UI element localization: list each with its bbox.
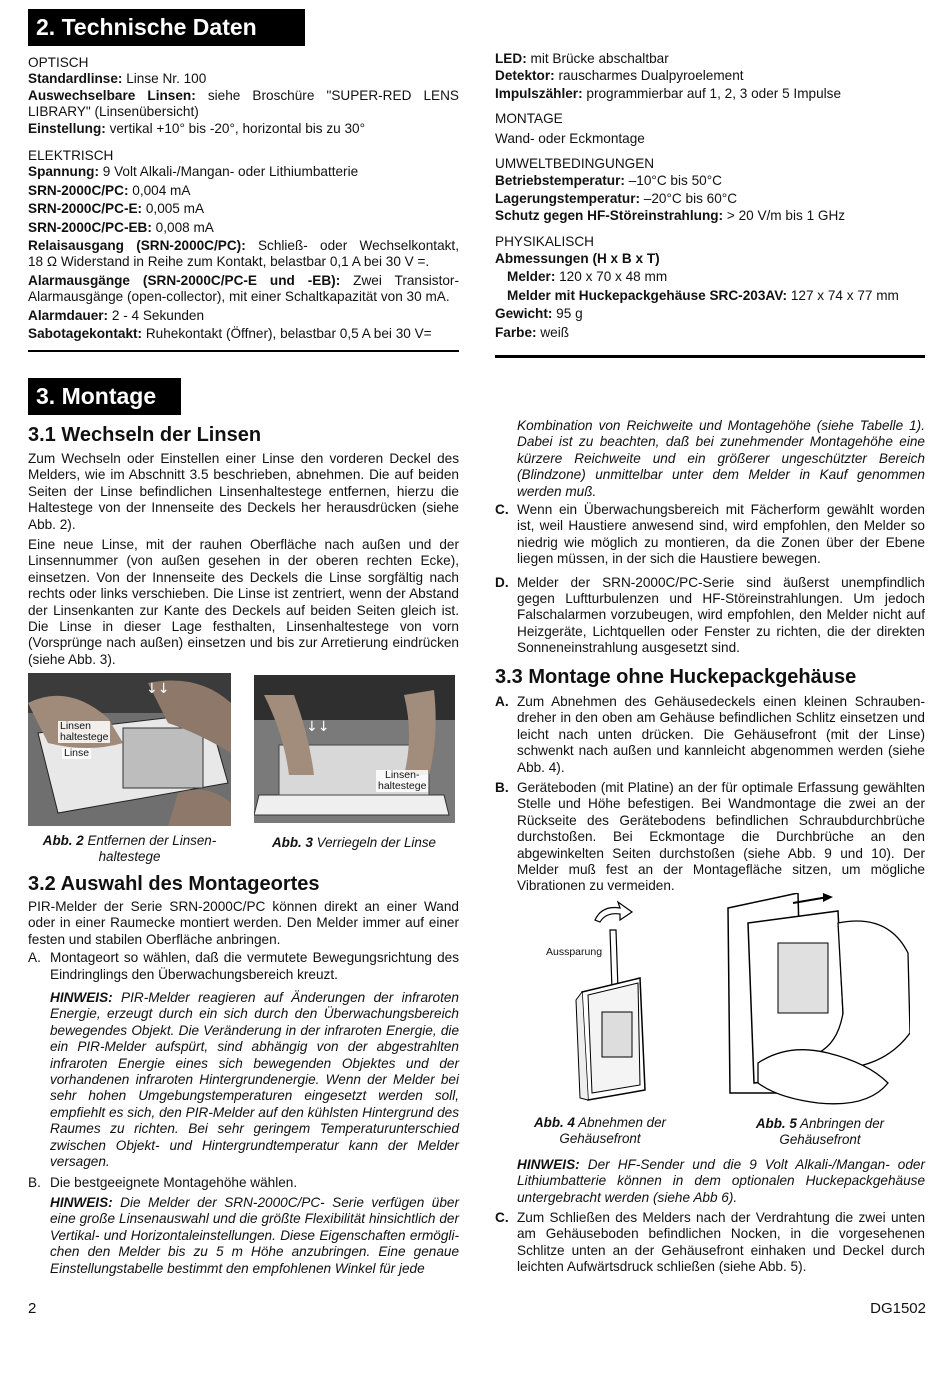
section-3-1-text [28,451,459,668]
figure-2-photo [28,673,231,826]
spec-alarmausgaenge: Alarmausgänge (SRN-2000C/PC-E und -EB): Zwei Transistor- [28,272,459,288]
document-id: DG1502 [870,1300,926,1317]
list-item-b3: B. Geräteboden (mit Platine) an der für optimale Erfassung gewählten Stelle und Höhe befestigen. Bei Wandmontage die zwei an der Rückseite des Gerätebodens befindlichen Schraubdurchbrüche durchstoßen. Bei Eckmontage die Durchbrüche an den abgewinkelten Seiten durchstoßen (siehe Abb. 9 und 10). Der Melder muß fest an der Montagefläche sitzen, um mögliche Vibrationen zu vermeiden. [495,780,925,894]
list-item-d: D. Melder der SRN-2000C/PC-Serie sind äußerst unempfindlich gegen Luftturbulenzen und HF-Störeinstrahlungen. Um jedoch Falschalarmen vorzubeugen, wird empfohlen, den Melder nicht auf Heizgeräte, Lichtquellen oder Fenster zu richten, die der direkten Sonneneinstrahlung ausgesetzt sind. [495,574,925,656]
list-marker-b: B. [28,1174,41,1190]
spec-auswechselbare-linsen: Auswechselbare Linsen: siehe Broschüre "SUPER-RED LENS [28,87,459,103]
spec-hf-schutz: Schutz gegen HF-Störeinstrahlung: > 20 V/m bis 1 GHz [495,208,846,224]
left-column-rule [28,350,459,352]
figure-3-photo [254,675,455,823]
fig3-label-linsenhaltestege: Linsen- haltestege [378,769,427,792]
section-3-3-note [517,1157,925,1206]
spec-alarmausgaenge-cont: Alarmausgänge (open-collector), mit einer Schaltkapazität von 30 mA. [28,289,450,305]
spec-huckepack: Melder mit Huckepackgehäuse SRC-203AV: 127 x 74 x 77 mm [507,287,899,303]
spec-melder: Melder: 120 x 70 x 48 mm [507,269,668,285]
figure-4-caption: Abb. 4 Abnehmen der Gehäusefront [534,1115,666,1146]
heading-elektrisch: ELEKTRISCH [28,148,114,164]
list-marker-c: C. [495,502,509,517]
spec-abmessungen: Abmessungen (H x B x T) [495,251,660,267]
list-c3 [495,1210,925,1276]
cover-attach-drawing [718,893,910,1113]
list-c-d [495,502,925,657]
heading-3-1: 3.1 Wechseln der Linsen [28,424,262,446]
spec-pc: SRN-2000C/PC: 0,004 mA [28,182,191,198]
spec-auswechselbare-linsen-cont: LIBRARY" (Linsenübersicht) [28,104,199,120]
spec-pc-e: SRN-2000C/PC-E: 0,005 mA [28,201,205,217]
note-hf-sender: HINWEIS: Der HF-Sender und die 9 Volt Alkali-/Mangan- oder Lithiumbatterie können in dem optionalen Huckepackgehäuse untergebracht werden (siehe Abb 6). [517,1157,925,1205]
paragraph-3-1-b: Eine neue Linse, mit der rauhen Oberfläche nach außen und der Linsennummer (von außen gesehen in der oberen rechten Ecke), einsetzen. Von der Innenseite des Deckels die Linse sorgfältig nach rechts oder links verschieben. Die Linse ist zentriert, wenn der Abstand der Linsenkanten zur Kante des Deckels auf beiden Seiten gleich ist. Die Linse in dieser Lage festhalten, Linsenhaltestege von vorn (Vorsprünge nach außen) einsetzen und bis zur Arretierung eindrücken (siehe Abb. 3). [28,537,459,667]
heading-physikalisch: PHYSIKALISCH [495,233,594,249]
list-item-a: A. Montageort so wählen, daß die vermutete Bewegungsrichtung des Eindringlings den Überwachungsbereich kreuzt. [28,950,459,982]
note-montagehoehe: HINWEIS: Die Melder der SRN-2000C/PC- Serie verfügen über eine große Linsenauswahl und die größte Flexibilität hinsichtlich der Vertikal- und Horizontaleinstellungen. Diese Eigenschaften ermögli-chen den Melder bis zu 5 m Höhe anzubringen. Eine genaue Einstellungstabelle bestimmt den empfohlenen Winkel für jede [50,1194,459,1276]
spec-impulszaehler: Impulszähler: programmierbar auf 1, 2, 3 oder 5 Impulse [495,85,842,101]
heading-optisch: OPTISCH [28,55,89,70]
page-number: 2 [28,1300,37,1317]
section-3-2-right-text [517,418,925,500]
list-marker-d: D. [495,574,509,590]
spec-relaisausgang: Relaisausgang (SRN-2000C/PC): Schließ- oder Wechselkontakt, [28,238,459,254]
spec-relaisausgang-cont: 18 Ω Widerstand in Reihe zum Kontakt, belastbar 0,1 A bei 30 V =. [28,254,430,270]
list-marker-c3: C. [495,1210,509,1225]
figure-4-drawing [540,900,670,1110]
spec-lagerungstemperatur: Lagerungstemperatur: –20°C bis 60°C [495,190,738,206]
figure-5-caption: Abb. 5 Anbringen der Gehäusefront [755,1116,885,1147]
spec-pc-eb: SRN-2000C/PC-EB: 0,008 mA [28,219,214,235]
tech-data-left-column [28,55,459,343]
cover-removal-drawing [540,900,670,1110]
spec-einstellung: Einstellung: vertikal +10° bis -20°, horizontal bis zu 30° [28,120,366,136]
list-item-a3: A. Zum Abnehmen des Gehäusedeckels einen kleinen Schrauben-dreher in den oben am Gehäuse befindlichen Schlitz einsetzen und leicht nach unten drücken. Die Gehäusefront (mit der Linse) schwenkt nach außen und kannleicht abgenommen werden (siehe Abb. 4). [495,694,925,775]
spec-spannung: Spannung: 9 Volt Alkali-/Mangan- oder Lithiumbatterie [28,164,359,180]
fig2-label-linsenhaltestege: Linsen haltestege [60,720,109,743]
svg-text:↓↓: ↓↓ [146,681,170,697]
spec-detektor: Detektor: rauscharmes Dualpyroelement [495,68,744,84]
heading-umwelt: UMWELTBEDINGUNGEN [495,156,655,172]
spec-betriebstemperatur: Betriebstemperatur: –10°C bis 50°C [495,173,722,189]
tech-data-right-column [495,51,925,341]
list-item-c: C. Wenn ein Überwachungsbereich mit Fächerform gewählt worden ist, weil Haustiere anwesend sind, wird empfohlen, den Melder so niedrig wie möglich zu montieren, da die Zonen über der Ebene liegen müssen, in der sich die Haustiere bewegen. [495,502,925,567]
heading-montage: MONTAGE [495,111,563,127]
note-pir: HINWEIS: PIR-Melder reagieren auf Änderungen der infraroten Energie, erzeugt durch ein sich durch den Überwachungsbereich bewegendes Objekt. Die Veränderung in der infraroten Energie, die ein PIR-Melder aufspürt, sind abhängig von der abgestrahlten infraroten Energie eines sich bewegenden Objektes und der vorhandenen infraroten Hintergrundenergie. Wenn der Melder bei sehr hohen Umgebungstemperaturen eingesetzt werden soll, empfiehlt es sich, den PIR-Melder auf den kühlsten Hintergrund des Raumes zu richten. Bei sehr geringem Temperaturunterschied zwischen Objekt- und Hintergrundtemperatur kann der Melder versagen. [50,990,459,1170]
section-3-title: 3. Montage [28,378,181,415]
spec-standardlinse: Standardlinse: Linse Nr. 100 [28,71,207,87]
right-column-rule [495,355,925,358]
spec-farbe: Farbe: weiß [495,324,570,340]
paragraph-3-1-a: Zum Wechseln oder Einstellen einer Linse den vorderen Deckel des Melders, wie im Abschnitt 3.5 beschrieben, abnehmen. Die auf beiden Seiten der Linse befindlichen Linsenhaltestege entfernen, hierzu die Haltestege von der Innenseite des Deckels her herausdrücken (siehe Abb. 2). [28,451,459,532]
lens-removal-illustration [28,673,231,826]
list-marker-a3: A. [495,694,509,709]
list-marker-a: A. [28,950,41,966]
figure-2-caption: Abb. 2 Entfernen der Linsen- haltestege [42,833,217,864]
svg-text:↓↓: ↓↓ [306,719,330,735]
heading-3-2: 3.2 Auswahl des Montageortes [28,873,320,895]
section-3-2-text [28,899,459,1277]
section-2-title: 2. Technische Daten [28,9,305,46]
spec-alarmdauer: Alarmdauer: 2 - 4 Sekunden [28,307,205,323]
list-a3-b3 [495,694,925,895]
spec-montage: Wand- oder Eckmontage [495,130,645,146]
heading-3-3: 3.3 Montage ohne Huckepackgehäuse [495,666,857,688]
lens-locking-illustration [254,675,455,823]
figure-3-caption: Abb. 3 Verriegeln der Linse [271,835,436,850]
spec-led: LED: mit Brücke abschaltbar [495,51,669,66]
figure-5-drawing [718,893,910,1113]
spec-sabotagekontakt: Sabotagekontakt: Ruhekontakt (Öffner), belastbar 0,5 A bei 30 V= [28,326,432,342]
list-item-c3: C. Zum Schließen des Melders nach der Verdrahtung die zwei unten am Gehäuseboden befindlichen Nocken, in die vorgesehenen Schlitze unten an der Gehäusefront einhaken und Deckel durch leichten Aufwärtsdruck schließen (siehe Abb. 5). [495,1210,925,1275]
fig2-label-linse: Linse [64,747,90,759]
list-marker-b3: B. [495,780,509,796]
note-montagehoehe-cont: Kombination von Reichweite und Montagehöhe (siehe Tabelle 1). Dabei ist zu beachten, daß bei zunehmender Montagehöhe eine kürzere Reichweite und ein größerer ungeschützter Bereich (Blindzone) unmittelbar unter dem Melder in Kauf genommen werden muß. [517,418,925,499]
paragraph-3-2: PIR-Melder der Serie SRN-2000C/PC können direkt an einer Wand oder in einer Raumecke montiert werden. Den Melder immer auf einer festen und stabilen Oberfläche anbringen. [28,899,459,947]
fig4-label-aussparung: Aussparung [546,946,603,958]
list-item-b: B. Die bestgeeignete Montagehöhe wählen. [28,1174,298,1190]
spec-gewicht: Gewicht: 95 g [495,306,583,322]
